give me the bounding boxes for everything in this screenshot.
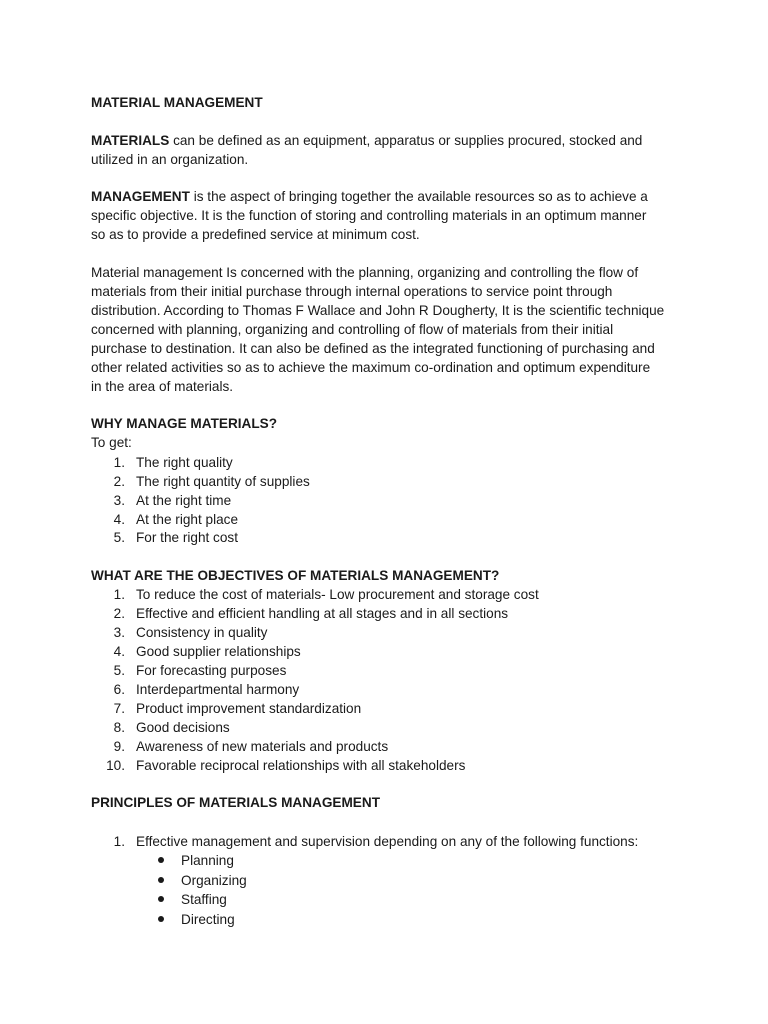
- list-number: 1.: [113, 587, 125, 602]
- list-item: Awareness of new materials and products: [136, 739, 389, 754]
- list-number: 2.: [113, 474, 125, 489]
- principles-heading: PRINCIPLES OF MATERIALS MANAGEMENT: [91, 795, 380, 810]
- bullet-item: Staffing: [181, 892, 227, 907]
- list-item: The right quality: [136, 455, 233, 470]
- definition-paragraph-line: concerned with planning, organizing and controlling of flow of materials from their initial: [91, 322, 614, 337]
- list-item: Effective management and supervision depending on any of the following functions:: [136, 834, 639, 849]
- document-title: MATERIAL MANAGEMENT: [91, 95, 263, 110]
- list-item: Good decisions: [136, 720, 230, 735]
- list-number: 6.: [113, 682, 125, 697]
- list-item: Consistency in quality: [136, 625, 268, 640]
- bullet-icon: [158, 851, 166, 859]
- list-number: 5.: [113, 663, 125, 678]
- list-item: The right quantity of supplies: [136, 474, 310, 489]
- list-number: 2.: [113, 606, 125, 621]
- definition-paragraph-line: purchase to destination. It can also be defined as the integrated functioning of purchasing and: [91, 341, 655, 356]
- why-intro: To get:: [91, 435, 132, 450]
- bullet-item: Organizing: [181, 873, 247, 888]
- materials-text: can be defined as an equipment, apparatus or supplies procured, stocked and: [169, 133, 643, 148]
- list-number: 4.: [113, 512, 125, 527]
- list-number: 3.: [113, 493, 125, 508]
- list-number: 9.: [113, 739, 125, 754]
- management-text: is the aspect of bringing together the available resources so as to achieve a: [189, 189, 648, 204]
- management-term: MANAGEMENT: [91, 189, 190, 204]
- management-definition-line1: [91, 187, 648, 206]
- bullet-icon: [158, 871, 166, 879]
- list-number: 3.: [113, 625, 125, 640]
- list-number: 8.: [113, 720, 125, 735]
- list-item: Good supplier relationships: [136, 644, 301, 659]
- list-number: 10.: [106, 758, 125, 773]
- list-item: At the right time: [136, 493, 232, 508]
- list-item: Favorable reciprocal relationships with all stakeholders: [136, 758, 466, 773]
- definition-paragraph-line: in the area of materials.: [91, 379, 234, 394]
- why-heading: WHY MANAGE MATERIALS?: [91, 416, 278, 431]
- materials-term: MATERIALS: [91, 133, 170, 148]
- list-item: For the right cost: [136, 530, 238, 545]
- definition-paragraph-line: materials from their initial purchase through internal operations to service point through: [91, 284, 613, 299]
- bullet-item: Planning: [181, 853, 234, 868]
- list-number: 1.: [113, 455, 125, 470]
- list-item: Effective and efficient handling at all stages and in all sections: [136, 606, 509, 621]
- bullet-icon: [158, 890, 166, 898]
- list-number: 4.: [113, 644, 125, 659]
- bullet-icon: [158, 910, 166, 918]
- list-item: At the right place: [136, 512, 239, 527]
- list-number: 1.: [113, 834, 125, 849]
- materials-definition-line1: [91, 131, 642, 150]
- definition-paragraph-line: Material management Is concerned with the planning, organizing and controlling the flow of: [91, 265, 639, 280]
- list-item: To reduce the cost of materials- Low procurement and storage cost: [136, 587, 539, 602]
- list-number: 5.: [113, 530, 125, 545]
- list-item: Interdepartmental harmony: [136, 682, 300, 697]
- bullet-item: Directing: [181, 912, 235, 927]
- objectives-heading: WHAT ARE THE OBJECTIVES OF MATERIALS MANAGEMENT?: [91, 568, 500, 583]
- definition-paragraph-line: other related activities so as to achieve the maximum co-ordination and optimum expenditure: [91, 360, 651, 375]
- management-definition-line3: so as to provide a predefined service at minimum cost.: [91, 227, 420, 242]
- materials-definition-line2: utilized in an organization.: [91, 152, 249, 167]
- list-number: 7.: [113, 701, 125, 716]
- list-item: Product improvement standardization: [136, 701, 362, 716]
- definition-paragraph-line: distribution. According to Thomas F Wallace and John R Dougherty, It is the scientific technique: [91, 303, 665, 318]
- management-definition-line2: specific objective. It is the function of storing and controlling materials in an optimum manner: [91, 208, 647, 223]
- list-item: For forecasting purposes: [136, 663, 287, 678]
